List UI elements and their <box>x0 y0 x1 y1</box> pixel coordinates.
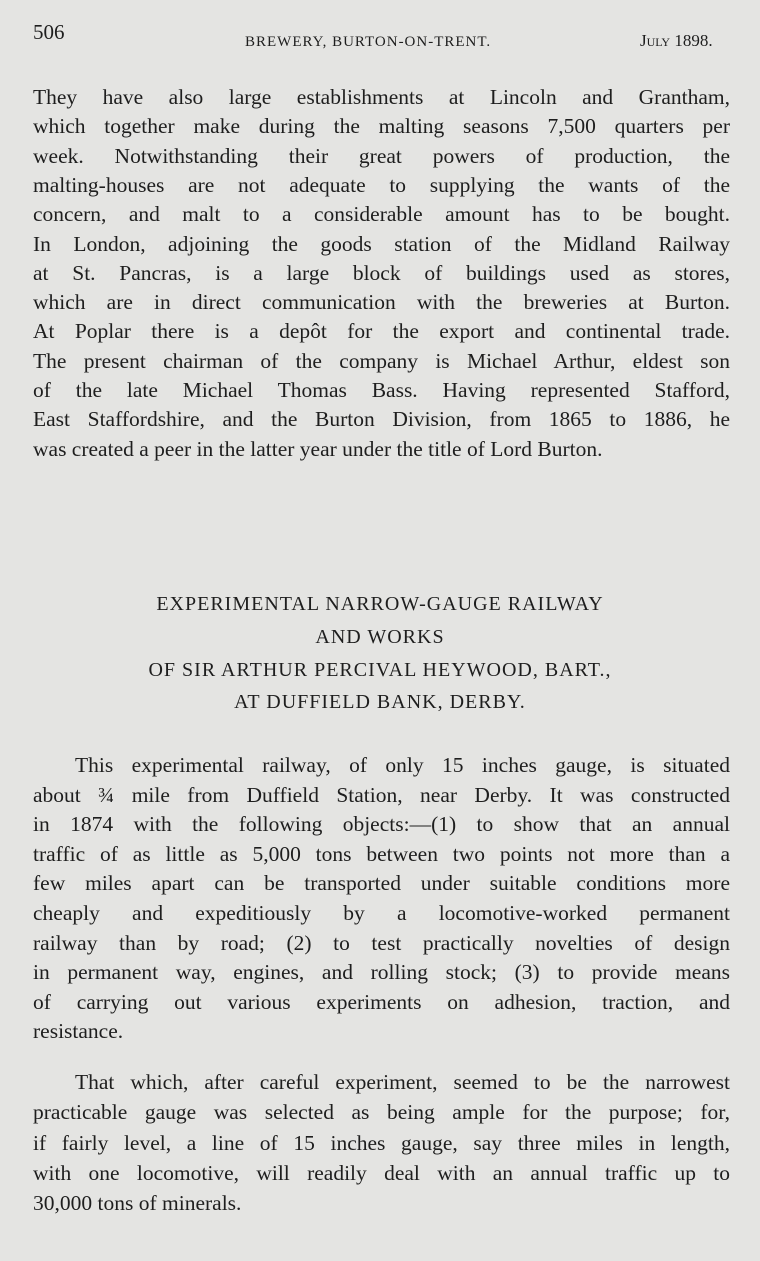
section-heading-line: EXPERIMENTAL NARROW-GAUGE RAILWAY <box>156 593 604 615</box>
section-heading-line: AND WORKS <box>315 625 445 648</box>
text-line: East Staffordshire, and the Burton Division, from 1865 to 1886, he <box>33 407 730 432</box>
text-line: in 1874 with the following objects:—(1) to show that an annual <box>33 812 730 837</box>
text-line: This experimental railway, of only 15 inches gauge, is situated <box>75 753 730 777</box>
text-line: cheaply and expeditiously by a locomotive-worked permanent <box>33 901 730 925</box>
text-line: traffic of as little as 5,000 tons between two points not more than a <box>33 841 730 866</box>
text-line: which together make during the malting seasons 7,500 quarters per <box>33 114 730 139</box>
text-line: The present chairman of the company is Michael Arthur, eldest son <box>33 348 730 373</box>
text-line: of the late Michael Thomas Bass. Having represented Stafford, <box>33 378 730 402</box>
text-line: at St. Pancras, is a large block of buildings used as stores, <box>33 260 730 285</box>
text-line: practicable gauge was selected as being ample for the purpose; for, <box>33 1100 730 1125</box>
section-heading-line: AT DUFFIELD BANK, DERBY. <box>234 691 526 714</box>
text-line: concern, and malt to a considerable amount has to be bought. <box>33 202 730 227</box>
text-line: of carrying out various experiments on adhesion, traction, and <box>33 989 730 1014</box>
text-line: malting-houses are not adequate to supplying the wants of the <box>33 172 730 197</box>
text-line: with one locomotive, will readily deal with an annual traffic up to <box>33 1160 730 1185</box>
text-line: if fairly level, a line of 15 inches gauge, say three miles in length, <box>33 1130 730 1155</box>
section-heading-line: OF SIR ARTHUR PERCIVAL HEYWOOD, BART., <box>148 658 612 681</box>
text-line: railway than by road; (2) to test practically novelties of design <box>33 930 730 955</box>
text-line: That which, after careful experiment, seemed to be the narrowest <box>75 1070 730 1094</box>
page-number: 506 <box>33 20 65 44</box>
text-line: about ¾ mile from Duffield Station, near Derby. It was constructed <box>33 782 730 807</box>
text-line: was created a peer in the latter year under the title of Lord Burton. <box>33 436 603 461</box>
text-line: week. Notwithstanding their great powers of production, the <box>33 143 730 168</box>
text-line: which are in direct communication with the breweries at Burton. <box>33 290 730 315</box>
text-line: 30,000 tons of minerals. <box>33 1191 242 1216</box>
running-title: BREWERY, BURTON-ON-TRENT. <box>245 34 492 50</box>
text-line: They have also large establishments at Lincoln and Grantham, <box>33 85 730 109</box>
issue-date: July 1898. <box>640 31 713 50</box>
text-line: At Poplar there is a depôt for the export and continental trade. <box>33 319 730 344</box>
text-line: few miles apart can be transported under suitable conditions more <box>33 871 730 896</box>
text-line: resistance. <box>33 1019 124 1044</box>
text-line: in permanent way, engines, and rolling stock; (3) to provide means <box>33 960 730 985</box>
text-line: In London, adjoining the goods station of the Midland Railway <box>33 231 730 256</box>
